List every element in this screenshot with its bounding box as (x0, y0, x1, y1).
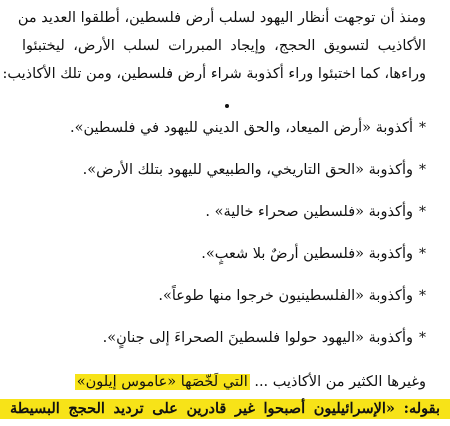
bullet-item (70, 118, 426, 138)
star-bullet-icon: * (419, 246, 426, 262)
bullet-text: وأكذوبة «اليهود حولوا فلسطينَ الصحراءَ إلى جنانٍ». (102, 330, 413, 346)
bullet-text: وأكذوبة «فلسطين أرضٌ بلا شعبٍ». (201, 246, 413, 262)
star-bullet-icon: * (419, 288, 426, 304)
paragraph-line-1: ومنذ أن توجهت أنظار اليهود لسلب أرض فلسطين، أطلقوا العديد من (17, 10, 426, 26)
highlighted-quote-attribution: التي لَخّصَها «عاموس إيلون» (76, 374, 248, 390)
closing-plain-text: وغيرها الكثير من الأكاذيب ... (254, 374, 426, 390)
bullet-text: وأكذوبة «الحق التاريخي، والطبيعي لليهود بتلك الأرض». (82, 162, 413, 178)
closing-line (22, 372, 426, 392)
stray-dot (225, 104, 229, 108)
bullet-item (205, 202, 426, 222)
bullet-item (83, 160, 426, 180)
bullet-item (158, 286, 426, 306)
star-bullet-icon: * (419, 204, 426, 220)
bullet-item (201, 244, 426, 264)
bullet-item (103, 328, 426, 348)
bullet-text: وأكذوبة «فلسطين صحراء خالية» . (205, 204, 413, 220)
paragraph-line-2: الأكاذيب لتسويق الحجج، وإيجاد المبررات لسلب الأرض، ليختبئوا (22, 38, 426, 54)
bullet-text: وأكذوبة «الفلسطينيون خرجوا منها طوعاً». (158, 288, 413, 304)
bullet-text: أكذوبة «أرض الميعاد، والحق الديني لليهود في فلسطين». (70, 120, 413, 136)
star-bullet-icon: * (419, 162, 426, 178)
star-bullet-icon: * (419, 330, 426, 346)
paragraph-line-3: وراءها، كما اختبئوا وراء أكذوبة شراء أرض فلسطين، ومن تلك الأكاذيب: (2, 66, 426, 82)
star-bullet-icon: * (419, 120, 426, 136)
highlighted-last-line: بقوله: «الإسرائيليون أصبحوا غير قادرين على ترديد الحجج البسيطة (10, 400, 440, 417)
